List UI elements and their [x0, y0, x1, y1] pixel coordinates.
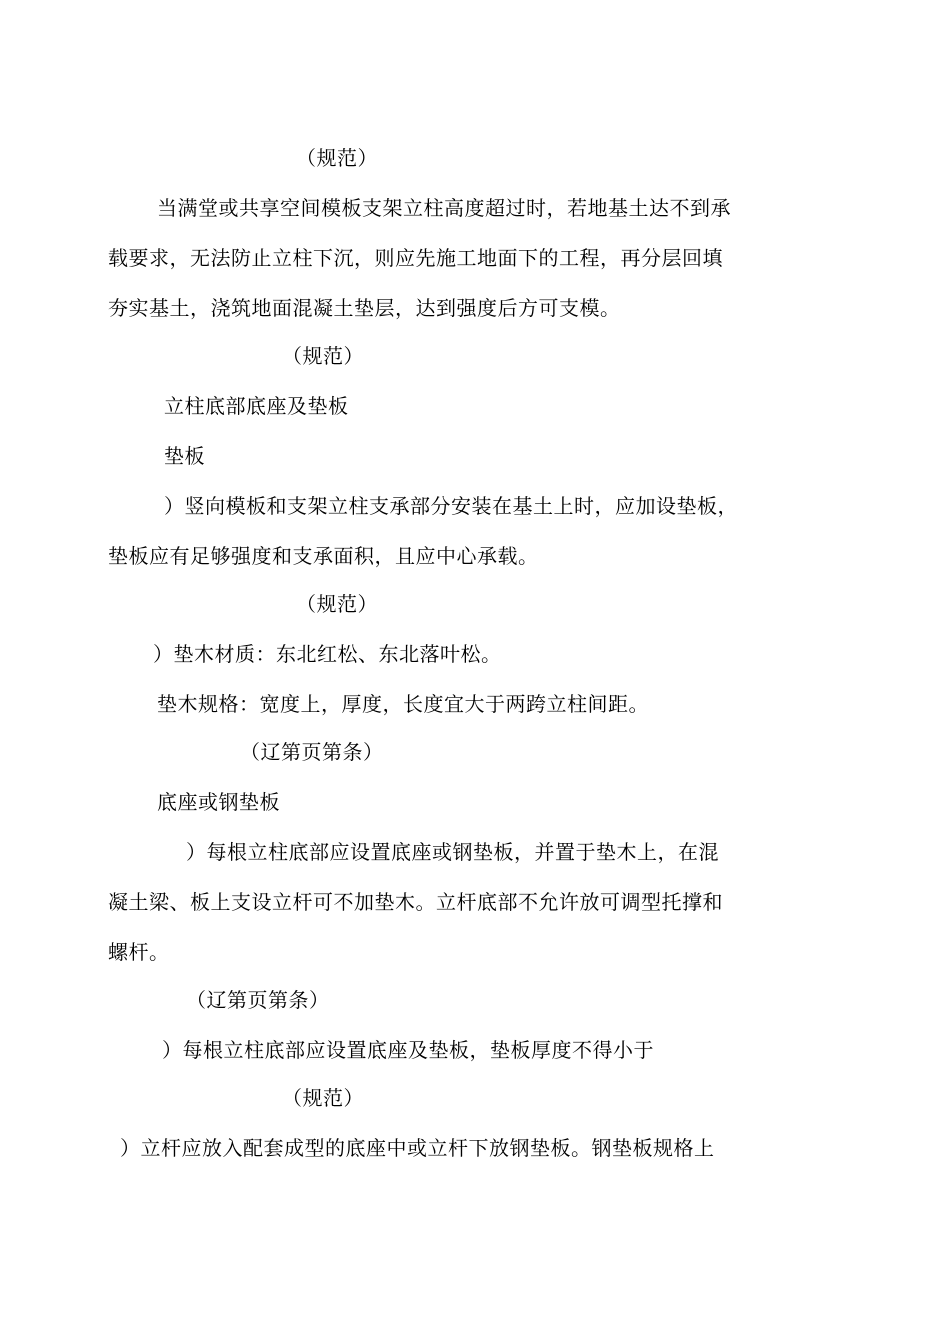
paragraph-line: ）每根立柱底部应设置底座及垫板，垫板厚度不得小于	[162, 1038, 654, 1062]
paragraph-line: 夯实基土，浇筑地面混凝土垫层，达到强度后方可支模。	[108, 296, 621, 320]
subsection-heading: 垫板	[164, 444, 205, 468]
citation-norm: （规范）	[282, 1086, 364, 1110]
citation-liao: （辽第页第条）	[186, 988, 330, 1012]
paragraph-line: ）垫木材质：东北红松、东北落叶松。	[153, 642, 502, 666]
section-heading: 立柱底部底座及垫板	[164, 394, 349, 418]
citation-norm: （规范）	[282, 344, 364, 368]
paragraph-line: ）立杆应放入配套成型的底座中或立杆下放钢垫板。钢垫板规格上	[120, 1136, 715, 1160]
paragraph-line: 当满堂或共享空间模板支架立柱高度超过时，若地基土达不到承	[157, 196, 731, 220]
citation-liao: （辽第页第条）	[240, 740, 384, 764]
paragraph-line: ）竖向模板和支架立柱支承部分安装在基土上时，应加设垫板，	[164, 494, 738, 518]
subsection-heading: 底座或钢垫板	[157, 790, 280, 814]
paragraph-line: 凝土梁、板上支设立杆可不加垫木。立杆底部不允许放可调型托撑和	[108, 890, 723, 914]
citation-norm: （规范）	[296, 592, 378, 616]
paragraph-line: 螺杆。	[108, 940, 170, 964]
paragraph-line: ）每根立柱底部应设置底座或钢垫板，并置于垫木上，在混	[186, 840, 719, 864]
citation-norm: （规范）	[296, 146, 378, 170]
paragraph-line: 垫木规格：宽度上，厚度，长度宜大于两跨立柱间距。	[157, 692, 649, 716]
paragraph-line: 垫板应有足够强度和支承面积，且应中心承载。	[108, 544, 539, 568]
paragraph-line: 载要求，无法防止立柱下沉，则应先施工地面下的工程，再分层回填	[108, 246, 723, 270]
